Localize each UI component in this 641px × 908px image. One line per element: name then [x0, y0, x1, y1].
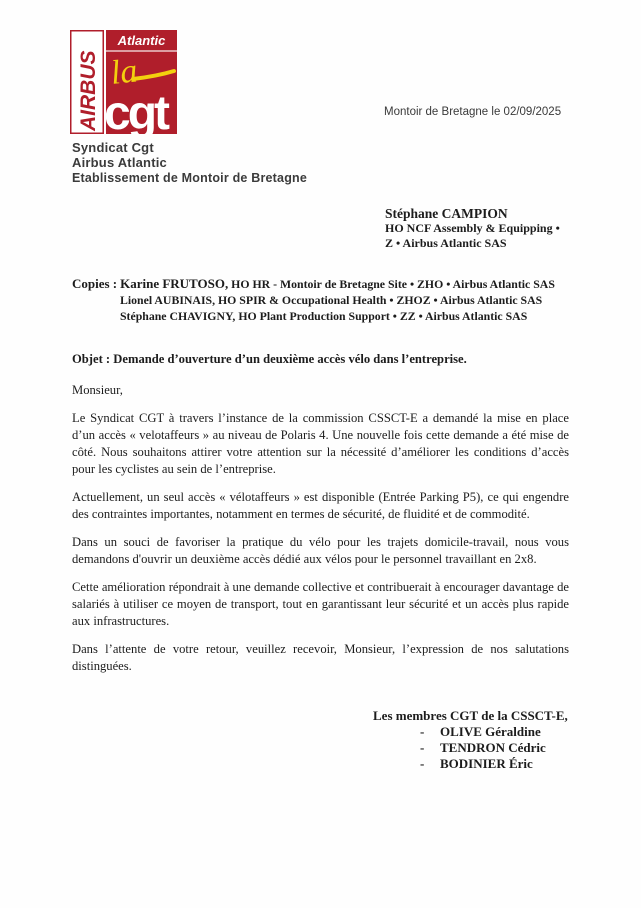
body-paragraph: Le Syndicat CGT à travers l’instance de la commission CSSCT-E a demandé la mise en place d’un accès « velotaffeurs » au niveau de Polaris 4. Une nouvelle fois cette demande a été mise de côté. Nous souhaitons attirer votre attention sur la nécessité d’améliorer les conditions d’accès pour les cyclistes au sein de l’entreprise. — [72, 410, 569, 476]
org-line: Syndicat Cgt — [72, 140, 154, 155]
copies-block — [72, 276, 569, 325]
logo-la-script: la — [108, 52, 140, 92]
copies-label: Copies : — [72, 276, 118, 291]
copies-detail: HO HR - Montoir de Bretagne Site • ZHO • Airbus Atlantic SAS — [231, 277, 555, 291]
subject-line: Objet : Demande d’ouverture d’un deuxième accès vélo dans l’entreprise. — [72, 351, 467, 366]
letter-content — [72, 276, 569, 772]
body-paragraph: Actuellement, un seul accès « vélotaffeurs » est disponible (Entrée Parking P5), ce qui engendre des contraintes importantes, notamment en termes de sécurité, de fluidité et de commodité. — [72, 489, 569, 521]
dash: - — [420, 739, 425, 755]
recipient-role-line: HO NCF Assembly & Equipping • — [385, 221, 560, 235]
recipient-role-line: Z • Airbus Atlantic SAS — [385, 235, 507, 250]
body-paragraph: Dans un souci de favoriser la pratique du vélo pour les trajets domicile-travail, nous vous demandons d'ouvrir un deuxième accès dédié aux vélos pour le personnel travaillant en 2x8. — [72, 534, 569, 566]
closing-member-name: BODINIER Éric — [440, 755, 533, 771]
org-line: Airbus Atlantic — [72, 155, 167, 170]
dash: - — [420, 723, 425, 739]
body-paragraph: Cette amélioration répondrait à une demande collective et contribuerait à encourager davantage de salariés à utiliser ce moyen de transport, tout en garantissant leur sécurité et un accès plus rapide aux infrastructures. — [72, 579, 569, 628]
recipient-name: Stéphane CAMPION — [385, 206, 508, 221]
logo-airbus-text: AIRBUS — [77, 50, 100, 131]
copies-name: Karine FRUTOSO, — [120, 276, 229, 291]
recipient-block — [385, 206, 560, 250]
org-line: Etablissement de Montoir de Bretagne — [72, 171, 308, 185]
copies-line: Stéphane CHAVIGNY, HO Plant Production Support • ZZ • Airbus Atlantic SAS — [120, 309, 528, 324]
closing-block — [72, 708, 569, 772]
closing-member — [420, 756, 569, 772]
dash: - — [420, 755, 425, 771]
logo-cgt-text: cgt — [104, 87, 167, 134]
closing-member — [420, 724, 569, 740]
closing-member-name: OLIVE Géraldine — [440, 723, 541, 739]
letterhead-org — [72, 140, 307, 186]
date-line: Montoir de Bretagne le 02/09/2025 — [384, 106, 562, 118]
closing-member — [420, 740, 569, 756]
closing-title: Les membres CGT de la CSSCT-E, — [373, 707, 568, 723]
closing-member-name: TENDRON Cédric — [440, 739, 546, 755]
airbus-cgt-logo — [70, 30, 178, 139]
copies-line: Lionel AUBINAIS, HO SPIR & Occupational Health • ZHOZ • Airbus Atlantic SAS — [120, 293, 543, 308]
logo-graphic — [70, 30, 178, 134]
body-paragraph: Dans l’attente de votre retour, veuillez recevoir, Monsieur, l’expression de nos salutations distinguées. — [72, 641, 569, 673]
salutation: Monsieur, — [72, 382, 123, 397]
copies-line — [72, 276, 569, 292]
logo-atlantic-text: Atlantic — [117, 33, 166, 48]
